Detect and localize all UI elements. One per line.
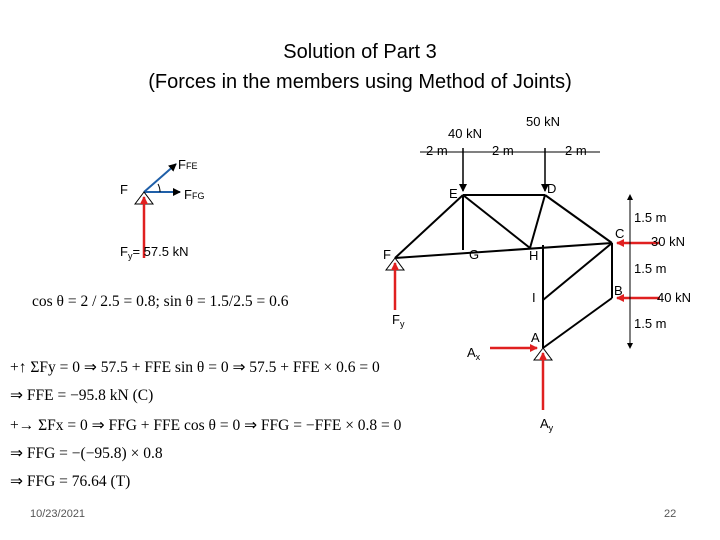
node-i-label: I	[532, 290, 536, 305]
trig-equation: cos θ = 2 / 2.5 = 0.8; sin θ = 1.5/2.5 = 0.6	[32, 293, 289, 310]
node-d-label: D	[547, 181, 557, 196]
member-dc	[545, 195, 612, 243]
member-ci	[543, 243, 612, 300]
member-eh	[463, 195, 530, 248]
equation-ffg-substitution: ⇒ FFG = −(−95.8) × 0.8	[10, 445, 163, 462]
equation-ffg-result: ⇒ FFG = 76.64 (T)	[10, 473, 131, 490]
equation-ffe-result: ⇒ FFE = −95.8 kN (C)	[10, 387, 154, 404]
node-a-label: A	[531, 330, 540, 345]
equation-sum-fx: +→ ΣFx = 0 ⇒ FFG + FFE cos θ = 0 ⇒ FFG = −FFE × 0.8 = 0	[10, 417, 402, 434]
slide-title-line-2: (Forces in the members using Method of Joints)	[148, 71, 572, 93]
page-number: 22	[664, 508, 677, 520]
node-b-label: B	[614, 283, 623, 298]
member-dh	[530, 195, 545, 248]
reaction-fy-label: $F_y= 57.5$ kN	[120, 244, 189, 261]
height-1-5m-1: 1.5 m	[634, 210, 667, 225]
member-ba	[543, 298, 612, 348]
theta-arc	[158, 184, 160, 192]
node-c-label: C	[615, 226, 625, 241]
node-e-label: E	[449, 186, 458, 201]
node-f-label: F	[383, 247, 391, 262]
equations	[10, 293, 402, 490]
member-fc	[395, 243, 612, 258]
member-fe	[395, 195, 463, 258]
node-h-label: H	[529, 248, 539, 263]
reaction-ax-label: $A_x$	[467, 345, 481, 362]
dimension-2m-3: 2 m	[565, 143, 587, 158]
force-fe-label: FFE	[178, 157, 198, 172]
footer-date: 10/23/2021	[30, 508, 86, 520]
load-30kn-label: 30 kN	[651, 234, 685, 249]
reaction-fy-truss-label: $F_y$	[392, 312, 405, 329]
load-50kn-label: 50 kN	[526, 114, 560, 129]
truss-structure	[383, 114, 691, 433]
reaction-ay-label: $A_y$	[540, 416, 554, 433]
slide-title-line-1: Solution of Part 3	[283, 41, 437, 63]
dimension-2m-2: 2 m	[492, 143, 514, 158]
free-body-diagram-joint-f	[120, 157, 204, 261]
dimension-2m-1: 2 m	[426, 143, 448, 158]
height-1-5m-3: 1.5 m	[634, 316, 667, 331]
height-1-5m-2: 1.5 m	[634, 261, 667, 276]
load-40kn-label: 40 kN	[448, 126, 482, 141]
load-40kn-side-label: 40 kN	[657, 290, 691, 305]
joint-f-label: F	[120, 182, 128, 197]
equation-sum-fy: +↑ ΣFy = 0 ⇒ 57.5 + FFE sin θ = 0 ⇒ 57.5 + FFE × 0.6 = 0	[10, 359, 380, 376]
force-fg-label: FFG	[184, 187, 205, 202]
node-g-label: G	[469, 247, 480, 262]
